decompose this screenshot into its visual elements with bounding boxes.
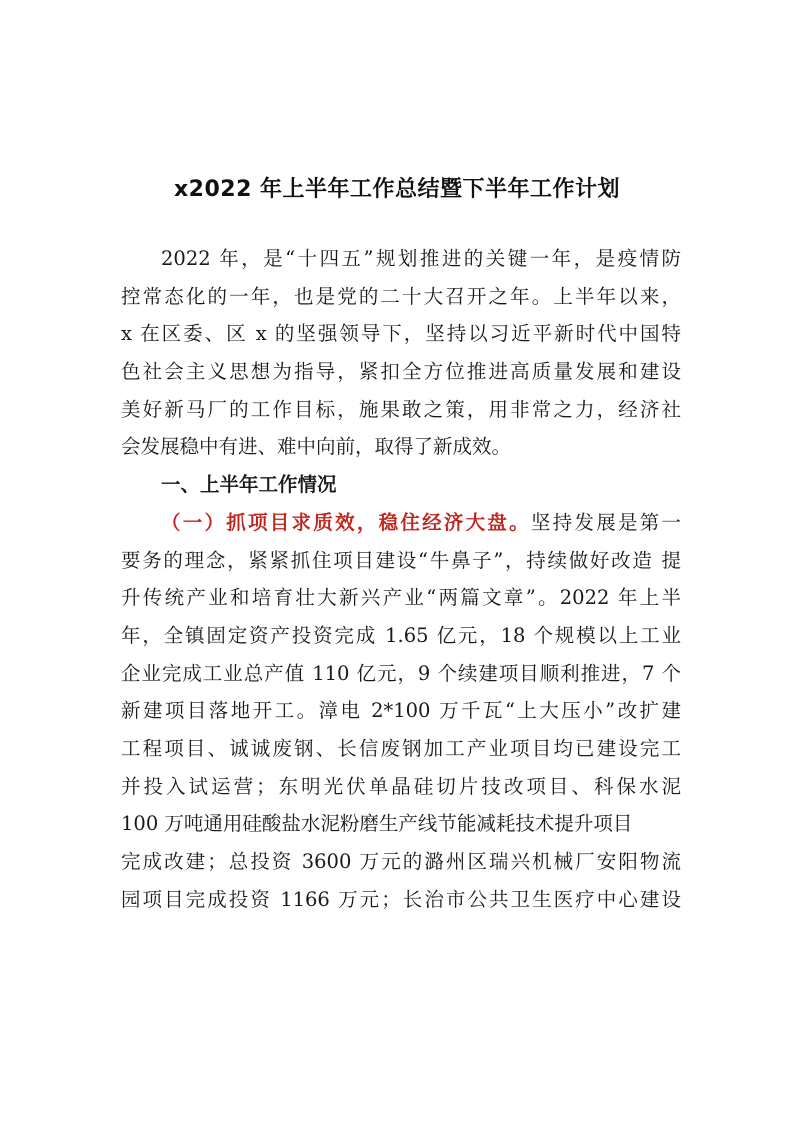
- paragraph-line: 企业完成工业总产值 110 亿元，9 个续建项目顺利推进，7 个: [121, 661, 681, 685]
- subsection-first-line: [121, 504, 681, 542]
- paragraph-line: 100 万吨通用硅酸盐水泥粉磨生产线节能减耗技术提升项目: [121, 812, 633, 836]
- section-heading: 一、上半年工作情况: [161, 473, 337, 497]
- paragraph-line: 美好新马厂的工作目标，施果敢之策，用非常之力，经济社: [121, 397, 681, 421]
- document-title: x2022 年上半年工作总结暨下半年工作计划: [173, 177, 621, 202]
- document-body: [121, 240, 681, 918]
- paragraph-line: 年，全镇固定资产投资完成 1.65 亿元，18 个规模以上工业: [121, 623, 681, 647]
- paragraph-line: 2022 年，是“十四五”规划推进的关键一年，是疫情防: [161, 247, 681, 270]
- subsection-first-line-text: 坚持发展是第一: [530, 510, 681, 534]
- paragraph-line: 会发展稳中有进、难中向前，取得了新成效。: [121, 435, 512, 459]
- paragraph-line: 控常态化的一年，也是党的二十大召开之年。上半年以来，: [121, 284, 681, 308]
- paragraph-line: 完成改建；总投资 3600 万元的潞州区瑞兴机械厂安阳物流: [121, 850, 681, 873]
- paragraph-line: 新建项目落地开工。漳电 2*100 万千瓦“上大压小”改扩建: [121, 699, 681, 723]
- paragraph-line: 并投入试运营；东明光伏单晶硅切片技改项目、科保水泥: [121, 774, 681, 798]
- paragraph-line: 色社会主义思想为指导，紧扣全方位推进高质量发展和建设: [121, 360, 681, 384]
- paragraph-line: 升传统产业和培育壮大新兴产业“两篇文章”。2022 年上半: [121, 586, 681, 610]
- paragraph-line: 园项目完成投资 1166 万元；长治市公共卫生医疗中心建设: [121, 887, 681, 911]
- paragraph-line: 要务的理念，紧紧抓住项目建设“牛鼻子”，持续做好改造 提: [121, 548, 681, 572]
- paragraph-line: 工程项目、诚诚废钢、长信废钢加工产业项目均已建设完工: [121, 736, 681, 760]
- paragraph-line: x 在区委、区 x 的坚强领导下，坚持以习近平新时代中国特: [121, 322, 681, 346]
- subsection-heading: （一）抓项目求质效，稳住经济大盘。: [161, 510, 531, 534]
